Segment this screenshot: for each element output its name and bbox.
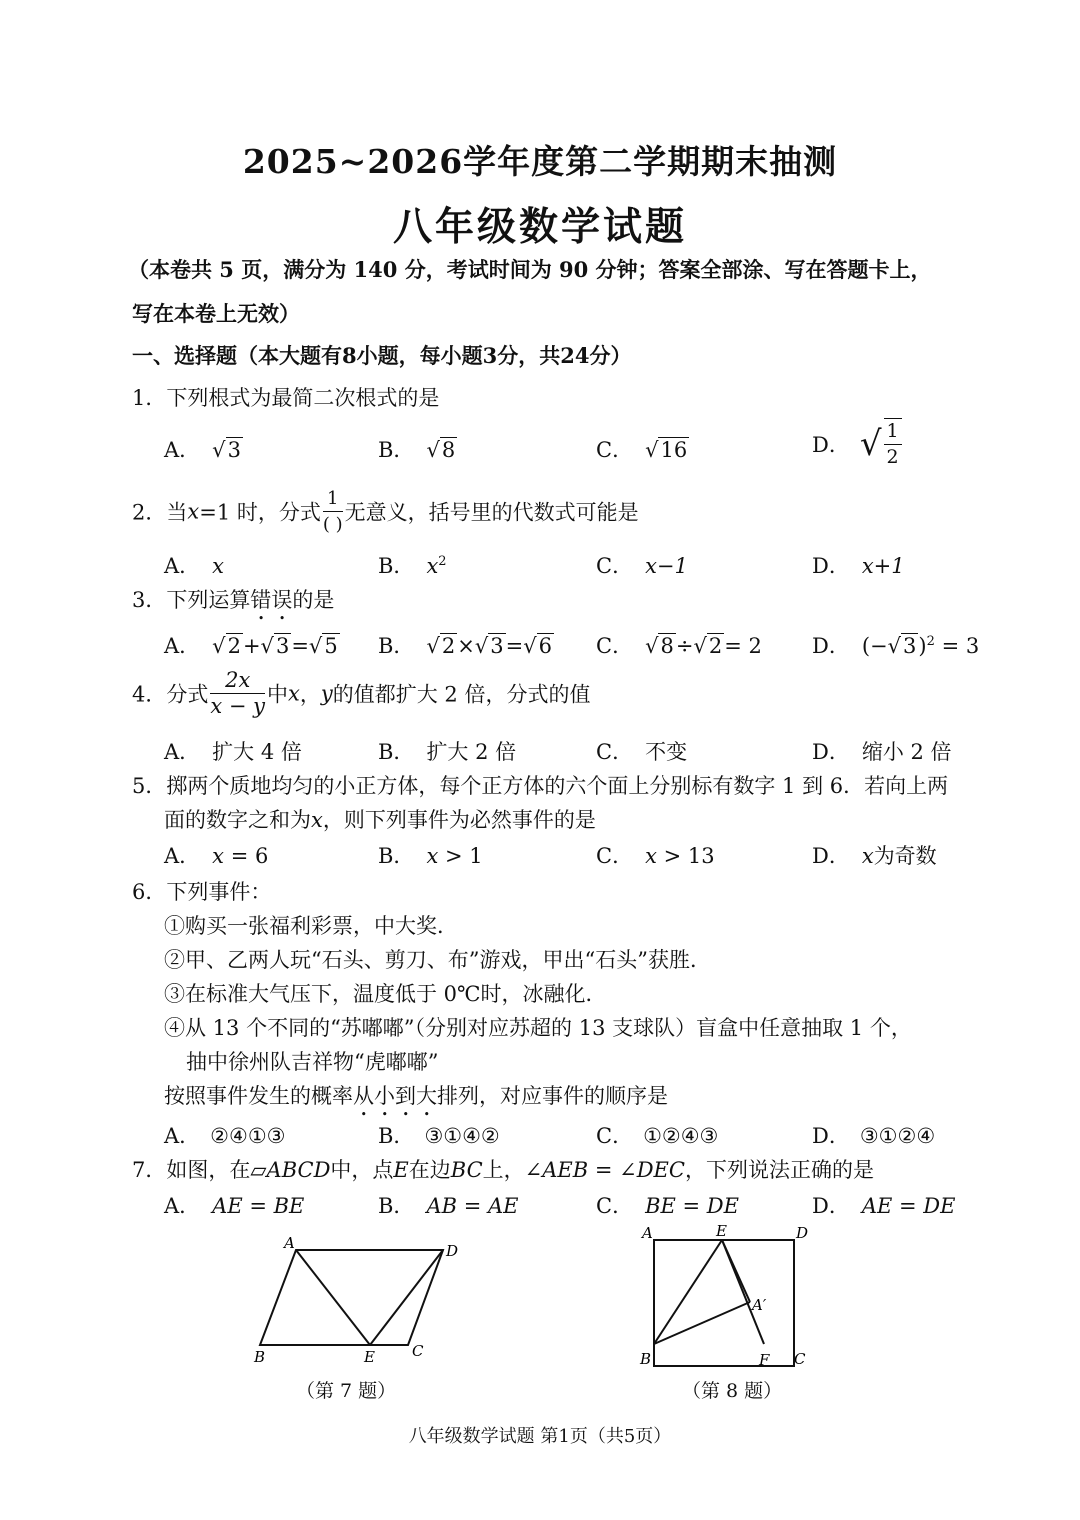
label-e: E [364, 1348, 375, 1366]
label-e: E [716, 1222, 727, 1240]
question-6-order: 按照事件发生的概率从小到大排列，对应事件的顺序是 [164, 1084, 668, 1108]
figure-7-parallelogram [240, 1228, 480, 1368]
parallelogram-abcd [260, 1250, 443, 1345]
question-number: 1． [132, 386, 167, 410]
page-footer: 八年级数学试题 第1页（共5页） [408, 1426, 672, 1447]
option-c: C． √8÷√2= 2 [596, 634, 762, 658]
option-b: B． 扩大 2 倍 [378, 740, 517, 764]
event-3: ③在标准大气压下，温度低于 0℃时，冰融化． [164, 982, 607, 1006]
option-b: B． √2×√3=√6 [378, 634, 552, 658]
label-d: D [796, 1224, 809, 1242]
option-a: A． x = 6 [164, 844, 269, 868]
option-a: A． √3 [164, 438, 241, 462]
option-b: B． √8 [378, 438, 456, 462]
option-b: B． ③①④② [378, 1124, 500, 1148]
option-a: A． AE = BE [164, 1194, 305, 1218]
exam-subtitle: 八年级数学试题 [392, 204, 687, 250]
question-2: 2．当x=1 时，分式 $\frac{1}{( )}$ 无意义，括号里的代数式可能是 [132, 488, 639, 535]
label-a-prime: A′ [752, 1296, 767, 1314]
exam-title: 2025~2026学年度第二学期期末抽测 [242, 142, 838, 181]
event-1: ①购买一张福利彩票，中大奖． [164, 914, 458, 938]
exam-note-line2: 写在本卷上无效） [132, 301, 300, 326]
question-5-line2: 面的数字之和为x，则下列事件为必然事件的是 [164, 808, 596, 832]
label-a: A [284, 1234, 295, 1252]
option-d: D． x为奇数 [812, 844, 937, 868]
label-f: F [759, 1351, 770, 1368]
option-d: D． √ $\frac{1}{2}$ [812, 418, 904, 470]
option-a: A． 扩大 4 倍 [164, 740, 302, 764]
label-c: C [412, 1342, 424, 1360]
figure-7-caption: （第 7 题） [296, 1380, 397, 1402]
question-3: 3．下列运算错误的是 [132, 588, 335, 612]
event-4-line2: 抽中徐州队吉祥物“虎嘟嘟” [186, 1050, 439, 1074]
option-c: C． 不变 [596, 740, 688, 764]
option-d: D． $(-√3)^2 = 3$ [812, 634, 980, 658]
rectangle-abcd [654, 1240, 794, 1366]
option-c: C． x > 13 [596, 844, 715, 868]
question-text: 下列根式为最简二次根式的是 [166, 386, 440, 410]
event-2: ②甲、乙两人玩“石头、剪刀、布”游戏，甲出“石头”获胜． [164, 948, 711, 972]
option-d: D． ③①②④ [812, 1124, 936, 1148]
question-1 [132, 382, 439, 412]
option-a: A． √2+√3=√5 [164, 634, 338, 658]
option-b: B． AB = AE [378, 1194, 519, 1218]
option-c: C． BE = DE [596, 1194, 739, 1218]
option-a: A． ②④①③ [164, 1124, 286, 1148]
option-c: C． √16 [596, 438, 688, 462]
event-4: ④从 13 个不同的“苏嘟嘟”（分别对应苏超的 13 支球队）盲盒中任意抽取 1 个， [164, 1016, 912, 1040]
segment-ea1 [722, 1240, 750, 1302]
label-b: B [640, 1350, 652, 1368]
figure-8-caption: （第 8 题） [682, 1380, 783, 1402]
question-6: 6．下列事件： [132, 880, 272, 904]
option-d: D． 缩小 2 倍 [812, 740, 952, 764]
label-c: C [794, 1350, 806, 1368]
option-d: D． AE = DE [812, 1194, 956, 1218]
segment-de [370, 1250, 443, 1345]
label-a: A [642, 1224, 653, 1242]
option-b: B． $x^2$ [378, 554, 447, 578]
question-4: 4．分式 $\frac{2x}{x - y}$ 中x，y的值都扩大 2 倍，分式的值 [132, 668, 591, 718]
option-c: C． ①②④③ [596, 1124, 719, 1148]
option-c: C． x−1 [596, 554, 688, 578]
question-7: 7．如图，在▱ABCD中，点E在边BC上，∠AEB = ∠DEC，下列说法正确的是 [132, 1158, 874, 1182]
option-d: D． x+1 [812, 554, 905, 578]
label-d: D [446, 1242, 459, 1260]
option-a: A． x [164, 554, 225, 578]
exam-note-line1: （本卷共 5 页，满分为 140 分，考试时间为 90 分钟；答案全部涂、写在答题卡上， [128, 257, 932, 282]
question-5: 5．掷两个质地均匀的小正方体，每个正方体的六个面上分别标有数字 1 到 6．若向上两 [132, 774, 949, 798]
section-heading: 一、选择题（本大题有8小题，每小题3分，共24分） [132, 343, 632, 368]
label-b: B [254, 1348, 266, 1366]
option-b: B． x > 1 [378, 844, 483, 868]
figure-8-rectangle [632, 1218, 822, 1368]
segment-ae [296, 1250, 370, 1345]
